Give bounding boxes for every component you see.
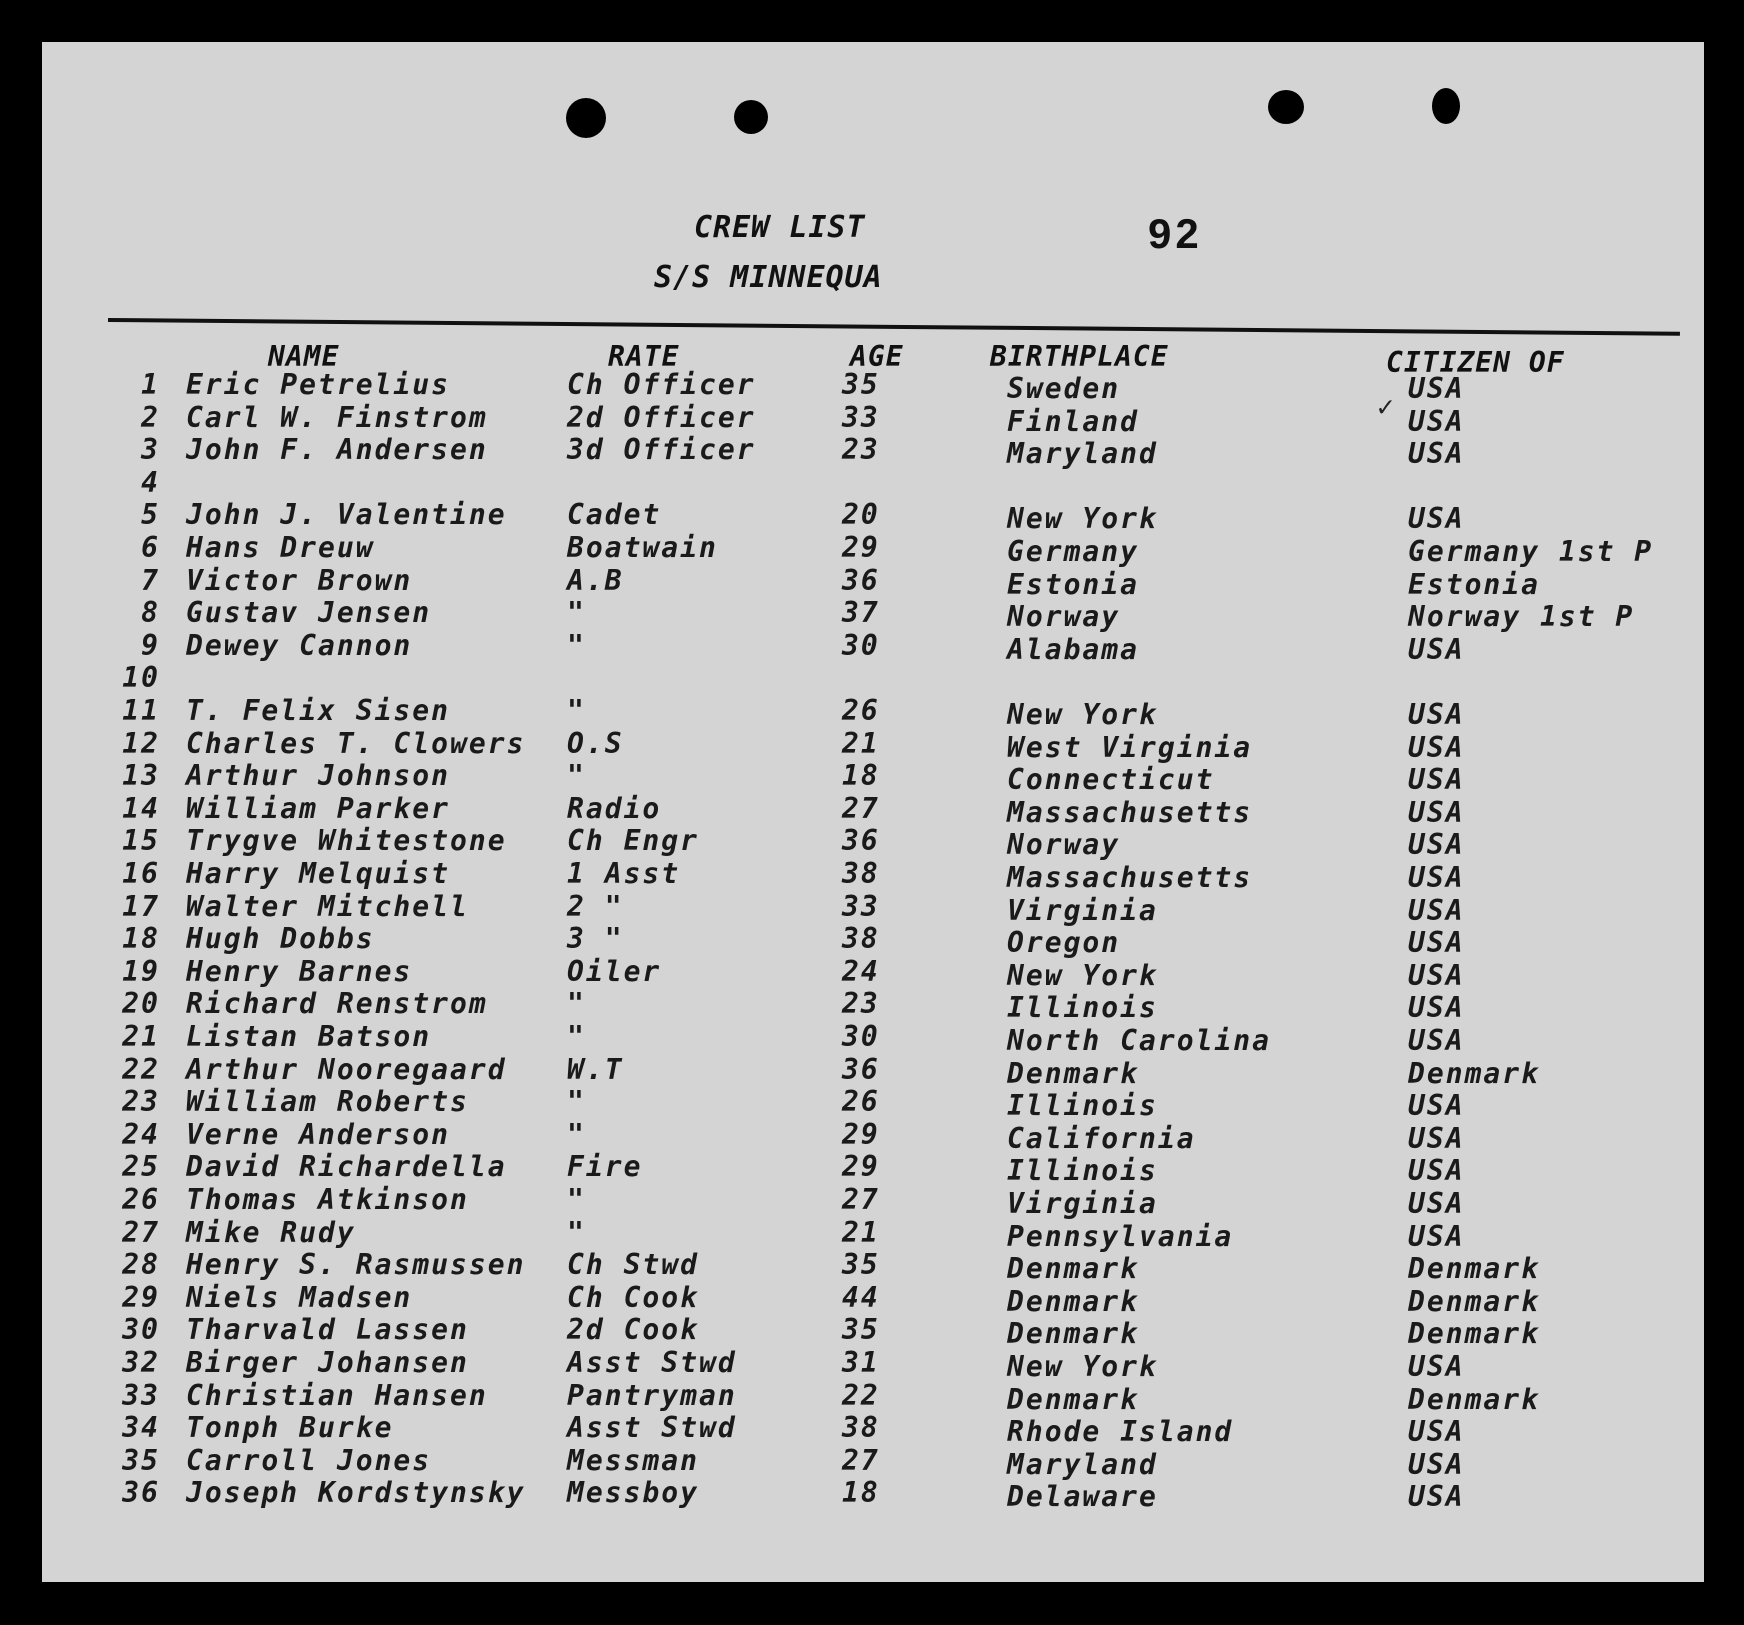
cell-rate: " [567, 1085, 586, 1119]
cell-rate: " [567, 987, 586, 1021]
cell-age: 21 [842, 726, 880, 760]
cell-name: Henry Barnes [186, 954, 413, 988]
column-header-age: AGE [850, 340, 904, 373]
cell-rate: A.B [567, 563, 624, 597]
cell-name: Thomas Atkinson [186, 1183, 469, 1216]
cell-age: 27 [842, 1183, 880, 1216]
cell-citizen: Norway 1st P [1408, 600, 1635, 634]
cell-rate: Oiler [567, 954, 662, 988]
cell-num: 20 [122, 987, 160, 1021]
column-header-citizen: CITIZEN OF [1386, 346, 1565, 379]
cell-num: 2 [141, 400, 160, 434]
cell-rate: 2 " [567, 889, 624, 923]
table-row [42, 661, 1704, 693]
page-number: 92 [1148, 210, 1203, 257]
table-row [42, 1020, 1704, 1057]
cell-citizen: USA [1408, 1154, 1465, 1188]
table-row [42, 1378, 1704, 1416]
cell-name: Charles T. Clowers [186, 726, 526, 760]
table-row [42, 1215, 1704, 1253]
cell-rate: Radio [567, 791, 662, 825]
document-title: CREW LIST [694, 210, 866, 245]
cell-birthplace: North Carolina [1007, 1024, 1272, 1057]
cell-num: 4 [141, 465, 160, 499]
cell-num: 16 [122, 857, 160, 890]
cell-birthplace: Massachusetts [1007, 795, 1253, 829]
cell-rate: Ch Officer [567, 368, 756, 401]
cell-num: 18 [122, 922, 160, 956]
table-row [42, 759, 1704, 797]
cell-citizen: USA [1408, 372, 1465, 405]
cell-num: 14 [122, 791, 160, 825]
table-row [42, 791, 1704, 829]
cell-name: Listan Batson [186, 1020, 432, 1053]
cell-num: 34 [122, 1411, 160, 1445]
cell-name: Mike Rudy [186, 1215, 356, 1249]
cell-name: Niels Madsen [186, 1280, 413, 1314]
cell-num: 3 [141, 433, 160, 467]
cell-name: Verne Anderson [186, 1117, 451, 1151]
cell-birthplace: Maryland [1007, 437, 1158, 471]
punch-hole [1432, 88, 1460, 124]
cell-citizen: USA [1408, 1219, 1465, 1253]
cell-num: 28 [122, 1248, 160, 1282]
document-page [42, 42, 1704, 1582]
cell-birthplace: California [1007, 1121, 1196, 1155]
cell-birthplace: Finland [1007, 404, 1140, 438]
cell-birthplace: Sweden [1007, 372, 1121, 405]
table-row [42, 1248, 1704, 1286]
table-row [42, 987, 1704, 1025]
cell-num: 8 [141, 596, 160, 630]
cell-citizen: USA [1408, 632, 1465, 666]
table-row [42, 596, 1704, 634]
table-row [42, 1150, 1704, 1188]
cell-birthplace: Illinois [1007, 1089, 1158, 1123]
cell-age: 38 [842, 922, 880, 956]
cell-citizen: USA [1408, 926, 1465, 960]
cell-num: 19 [122, 954, 160, 988]
cell-num: 23 [122, 1085, 160, 1119]
cell-age: 38 [842, 1411, 880, 1445]
cell-rate: Ch Cook [567, 1280, 700, 1314]
cell-age: 30 [842, 628, 880, 662]
cell-birthplace: Connecticut [1007, 763, 1215, 797]
cell-rate: " [567, 1183, 586, 1216]
cell-num: 15 [122, 824, 160, 858]
cell-num: 35 [122, 1443, 160, 1477]
cell-birthplace: Virginia [1007, 1187, 1158, 1220]
cell-age: 26 [842, 694, 880, 727]
cell-rate: Asst Stwd [567, 1346, 737, 1379]
cell-num: 1 [141, 368, 160, 401]
cell-age: 23 [842, 987, 880, 1021]
cell-age: 27 [842, 791, 880, 825]
cell-age: 20 [842, 498, 880, 532]
cell-age: 37 [842, 596, 880, 630]
cell-age: 35 [842, 368, 880, 401]
cell-citizen: Estonia [1408, 567, 1541, 601]
cell-age: 35 [842, 1313, 880, 1347]
table-row [42, 922, 1704, 960]
cell-rate: W.T [567, 1052, 624, 1086]
cell-name: Hugh Dobbs [186, 922, 375, 956]
cell-citizen: USA [1408, 502, 1465, 536]
table-row [42, 954, 1704, 992]
column-header-birthplace: BIRTHPLACE [990, 340, 1169, 373]
cell-num: 36 [122, 1476, 160, 1510]
cell-age: 18 [842, 759, 880, 793]
table-row [42, 726, 1704, 764]
cell-citizen: USA [1408, 1089, 1465, 1123]
cell-age: 30 [842, 1020, 880, 1053]
cell-birthplace: West Virginia [1007, 730, 1253, 764]
cell-age: 22 [842, 1378, 880, 1412]
cell-num: 10 [122, 661, 160, 695]
cell-citizen: USA [1408, 763, 1465, 797]
cell-age: 35 [842, 1248, 880, 1282]
table-row [42, 889, 1704, 927]
table-row [42, 1085, 1704, 1123]
cell-rate: 3 " [567, 922, 624, 956]
cell-name: Carl W. Finstrom [186, 400, 488, 434]
cell-rate: 2d Officer [567, 400, 756, 434]
cell-age: 33 [842, 400, 880, 434]
cell-age: 21 [842, 1215, 880, 1249]
cell-num: 32 [122, 1346, 160, 1379]
cell-name: Tharvald Lassen [186, 1313, 469, 1347]
cell-num: 22 [122, 1052, 160, 1086]
cell-num: 6 [141, 531, 160, 564]
cell-birthplace: New York [1007, 698, 1158, 731]
cell-num: 29 [122, 1280, 160, 1314]
cell-name: Arthur Nooregaard [186, 1052, 507, 1086]
cell-rate: Boatwain [567, 531, 718, 564]
cell-citizen: USA [1408, 730, 1465, 764]
cell-rate: Messboy [567, 1476, 700, 1510]
cell-rate: " [567, 596, 586, 630]
cell-rate: O.S [567, 726, 624, 760]
table-row [42, 1411, 1704, 1449]
cell-num: 25 [122, 1150, 160, 1184]
cell-age: 31 [842, 1346, 880, 1379]
table-row [42, 1280, 1704, 1318]
cell-birthplace: Denmark [1007, 1382, 1140, 1416]
cell-name: Hans Dreuw [186, 531, 375, 564]
cell-birthplace: Oregon [1007, 926, 1121, 960]
cell-num: 9 [141, 628, 160, 662]
cell-citizen: USA [1408, 1480, 1465, 1514]
cell-name: Gustav Jensen [186, 596, 432, 630]
header-divider [108, 318, 1680, 336]
cell-birthplace: New York [1007, 958, 1158, 992]
cell-num: 24 [122, 1117, 160, 1151]
table-row [42, 1052, 1704, 1090]
table-row [42, 824, 1704, 862]
cell-citizen: USA [1408, 1121, 1465, 1155]
cell-rate: Asst Stwd [567, 1411, 737, 1445]
cell-rate: Pantryman [567, 1378, 737, 1412]
cell-citizen: USA [1408, 437, 1465, 471]
table-row [42, 857, 1704, 894]
cell-name: David Richardella [186, 1150, 507, 1184]
cell-rate: Cadet [567, 498, 662, 532]
table-row [42, 1443, 1704, 1481]
cell-citizen: USA [1408, 958, 1465, 992]
cell-birthplace: Denmark [1007, 1252, 1140, 1286]
cell-name: William Parker [186, 791, 451, 825]
cell-citizen: USA [1408, 861, 1465, 894]
cell-age: 26 [842, 1085, 880, 1119]
table-row [42, 433, 1704, 471]
ship-name: S/S MINNEQUA [654, 260, 883, 295]
cell-citizen: Germany 1st P [1408, 535, 1654, 568]
cell-birthplace: Pennsylvania [1007, 1219, 1234, 1253]
cell-age: 24 [842, 954, 880, 988]
table-row [42, 1476, 1704, 1514]
cell-citizen: USA [1408, 1187, 1465, 1220]
cell-rate: " [567, 1020, 586, 1053]
cell-citizen: USA [1408, 1350, 1465, 1383]
cell-age: 36 [842, 1052, 880, 1086]
cell-citizen: USA [1408, 893, 1465, 927]
cell-name: Victor Brown [186, 563, 413, 597]
cell-citizen: USA [1408, 795, 1465, 829]
cell-rate: 2d Cook [567, 1313, 700, 1347]
cell-rate: 3d Officer [567, 433, 756, 467]
cell-age: 36 [842, 563, 880, 597]
cell-birthplace: Illinois [1007, 991, 1158, 1025]
table-row [42, 531, 1704, 568]
cell-citizen: Denmark [1408, 1056, 1541, 1090]
cell-age: 27 [842, 1443, 880, 1477]
cell-citizen: USA [1408, 1415, 1465, 1449]
table-row [42, 694, 1704, 731]
cell-birthplace: Massachusetts [1007, 861, 1253, 894]
cell-name: Arthur Johnson [186, 759, 451, 793]
cell-name: Christian Hansen [186, 1378, 488, 1412]
cell-birthplace: Estonia [1007, 567, 1140, 601]
cell-birthplace: Maryland [1007, 1447, 1158, 1481]
cell-rate: " [567, 759, 586, 793]
cell-num: 33 [122, 1378, 160, 1412]
cell-rate: Ch Stwd [567, 1248, 700, 1282]
cell-birthplace: Denmark [1007, 1284, 1140, 1318]
cell-citizen: USA [1408, 404, 1465, 438]
cell-age: 36 [842, 824, 880, 858]
cell-citizen: USA [1408, 698, 1465, 731]
table-row [42, 628, 1704, 666]
cell-birthplace: Illinois [1007, 1154, 1158, 1188]
cell-rate: 1 Asst [567, 857, 681, 890]
cell-name: Carroll Jones [186, 1443, 432, 1477]
table-row [42, 368, 1704, 405]
cell-birthplace: Denmark [1007, 1317, 1140, 1351]
cell-birthplace: Rhode Island [1007, 1415, 1234, 1449]
cell-rate: Messman [567, 1443, 700, 1477]
cell-citizen: USA [1408, 1447, 1465, 1481]
cell-birthplace: New York [1007, 1350, 1158, 1383]
cell-num: 13 [122, 759, 160, 793]
cell-citizen: Denmark [1408, 1317, 1541, 1351]
punch-hole [734, 100, 768, 134]
cell-age: 29 [842, 1117, 880, 1151]
table-row [42, 1313, 1704, 1351]
cell-name: Eric Petrelius [186, 368, 451, 401]
cell-rate: " [567, 1117, 586, 1151]
cell-name: Birger Johansen [186, 1346, 469, 1379]
cell-citizen: Denmark [1408, 1284, 1541, 1318]
cell-name: Tonph Burke [186, 1411, 394, 1445]
punch-hole [566, 98, 606, 138]
table-row [42, 498, 1704, 536]
cell-birthplace: Virginia [1007, 893, 1158, 927]
cell-num: 17 [122, 889, 160, 923]
cell-age: 33 [842, 889, 880, 923]
check-mark: ✓ [1377, 390, 1394, 423]
cell-birthplace: Denmark [1007, 1056, 1140, 1090]
cell-citizen: Denmark [1408, 1382, 1541, 1416]
cell-rate: " [567, 694, 586, 727]
column-header-rate: RATE [608, 340, 680, 373]
cell-age: 44 [842, 1280, 880, 1314]
cell-citizen: USA [1408, 991, 1465, 1025]
table-row [42, 466, 1704, 498]
cell-name: Walter Mitchell [186, 889, 469, 923]
cell-num: 27 [122, 1215, 160, 1249]
cell-birthplace: Germany [1007, 535, 1140, 568]
cell-birthplace: Norway [1007, 828, 1121, 862]
cell-num: 5 [141, 498, 160, 532]
cell-num: 30 [122, 1313, 160, 1347]
table-row [42, 1183, 1704, 1220]
column-header-name: NAME [268, 340, 340, 373]
cell-name: Harry Melquist [186, 857, 451, 890]
table-row [42, 563, 1704, 601]
cell-citizen: Denmark [1408, 1252, 1541, 1286]
cell-name: Dewey Cannon [186, 628, 413, 662]
cell-age: 23 [842, 433, 880, 467]
cell-name: Trygve Whitestone [186, 824, 507, 858]
punch-hole [1268, 90, 1304, 124]
cell-name: John F. Andersen [186, 433, 488, 467]
cell-num: 12 [122, 726, 160, 760]
cell-age: 29 [842, 531, 880, 564]
cell-name: John J. Valentine [186, 498, 507, 532]
cell-num: 26 [122, 1183, 160, 1216]
cell-rate: " [567, 628, 586, 662]
table-row [42, 1346, 1704, 1383]
cell-birthplace: Norway [1007, 600, 1121, 634]
cell-num: 7 [141, 563, 160, 597]
table-row [42, 1117, 1704, 1155]
cell-name: T. Felix Sisen [186, 694, 451, 727]
cell-rate: Ch Engr [567, 824, 700, 858]
cell-citizen: USA [1408, 828, 1465, 862]
cell-num: 11 [122, 694, 160, 727]
cell-name: Joseph Kordstynsky [186, 1476, 526, 1510]
cell-birthplace: Alabama [1007, 632, 1140, 666]
table-row [42, 400, 1704, 438]
cell-birthplace: Delaware [1007, 1480, 1158, 1514]
cell-age: 38 [842, 857, 880, 890]
cell-name: Henry S. Rasmussen [186, 1248, 526, 1282]
cell-rate: " [567, 1215, 586, 1249]
cell-name: Richard Renstrom [186, 987, 488, 1021]
cell-citizen: USA [1408, 1024, 1465, 1057]
cell-name: William Roberts [186, 1085, 469, 1119]
cell-age: 29 [842, 1150, 880, 1184]
cell-age: 18 [842, 1476, 880, 1510]
cell-num: 21 [122, 1020, 160, 1053]
cell-rate: Fire [567, 1150, 643, 1184]
cell-birthplace: New York [1007, 502, 1158, 536]
